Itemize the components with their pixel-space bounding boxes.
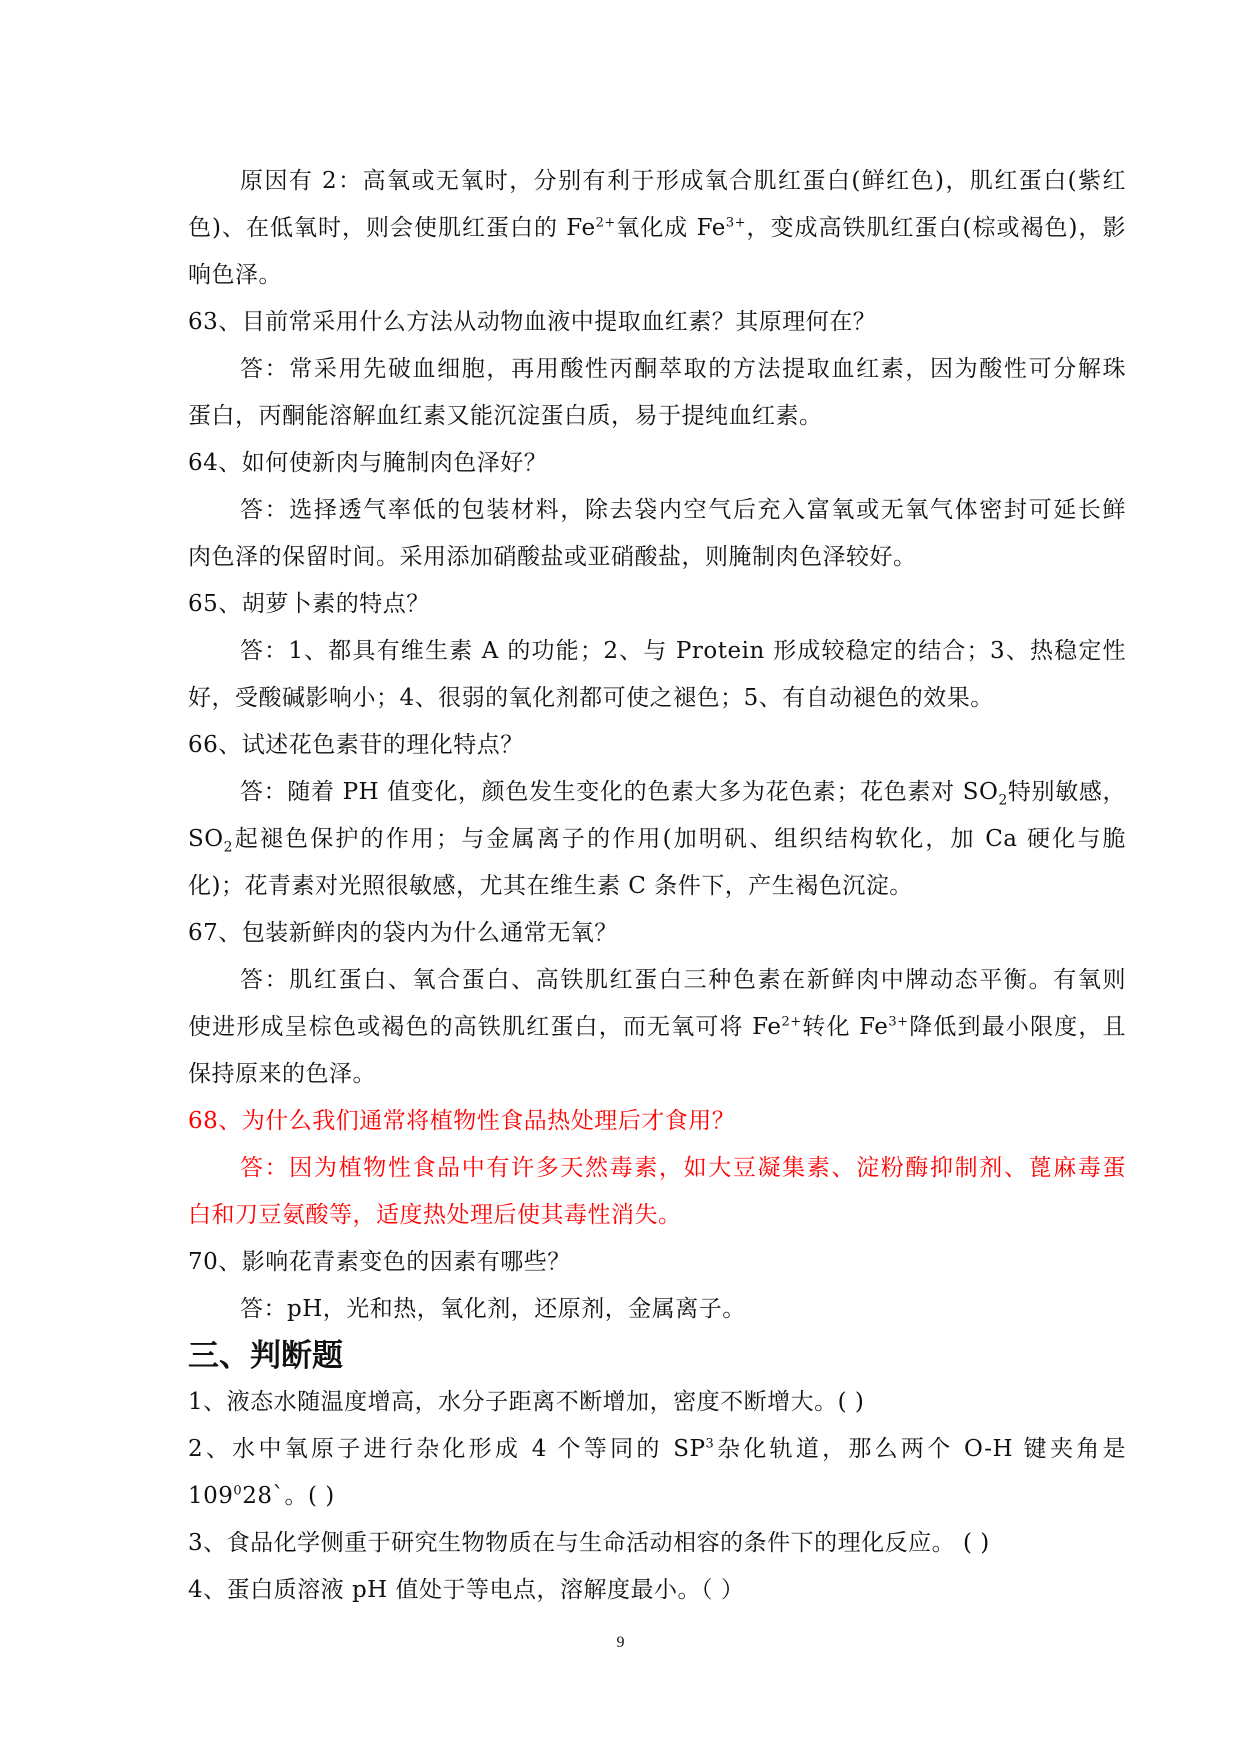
text-line: 保持原来的色泽。: [188, 1061, 376, 1087]
true-false-item-4: 4、蛋白质溶液 pH 值处于等电点，溶解度最小。（ ）: [188, 1577, 745, 1603]
answer-64: 答：选择透气率低的包装材料，除去袋内空气后充入富氧或无氧气体密封可延长鲜: [240, 497, 1126, 523]
question-68: 68、为什么我们通常将植物性食品热处理后才食用？: [188, 1108, 736, 1134]
question-64: 64、如何使新肉与腌制肉色泽好？: [188, 450, 548, 476]
text-line: 白和刀豆氨酸等，适度热处理后使其毒性消失。: [188, 1202, 682, 1228]
answer-67: 答：肌红蛋白、氧合蛋白、高铁肌红蛋白三种色素在新鲜肉中牌动态平衡。有氧则: [240, 967, 1126, 993]
text-line: 使进形成呈棕色或褐色的高铁肌红蛋白，而无氧可将 $Fe^{2+}$转化 $Fe^{3+}$降低到最小限度，且: [188, 1014, 1127, 1040]
question-65: 65、胡萝卜素的特点？: [188, 591, 430, 617]
text-line: 色)、在低氧时，则会使肌红蛋白的 $Fe^{2+}$氧化成 $Fe^{3+}$，变成高铁肌红蛋白(棕或褐色)，影: [188, 215, 1126, 241]
text-line: 化)；花青素对光照很敏感，尤其在维生素 C 条件下，产生褐色沉淀。: [188, 873, 913, 899]
text-line: 蛋白，丙酮能溶解血红素又能沉淀蛋白质，易于提纯血红素。: [188, 403, 823, 429]
question-66: 66、试述花色素苷的理化特点？: [188, 732, 524, 758]
answer-65: 答：1、都具有维生素 A 的功能；2、与 Protein 形成较稳定的结合；3、热稳定性: [240, 638, 1126, 664]
question-63: 63、目前常采用什么方法从动物血液中提取血红素？其原理何在？: [188, 309, 877, 335]
answer-66: 答：随着 PH 值变化，颜色发生变化的色素大多为花色素；花色素对 $SO_2$特别敏感，: [240, 779, 1126, 809]
question-70: 70、影响花青素变色的因素有哪些？: [188, 1249, 571, 1275]
text-line: $109^028`$。( ): [188, 1483, 335, 1509]
true-false-item-2: 2、水中氧原子进行杂化形成 4 个等同的 $SP^3$杂化轨道，那么两个 O-H 键夹角是: [188, 1436, 1126, 1462]
text-line: 原因有 2：高氧或无氧时，分别有利于形成氧合肌红蛋白(鲜红色)，肌红蛋白(紫红: [240, 168, 1126, 194]
answer-70: 答：pH，光和热，氧化剂，还原剂，金属离子。: [240, 1296, 746, 1322]
true-false-item-1: 1、液态水随温度增高，水分子距离不断增加，密度不断增大。( ): [188, 1389, 865, 1415]
answer-63: 答：常采用先破血细胞，再用酸性丙酮萃取的方法提取血红素，因为酸性可分解珠: [240, 356, 1126, 382]
text-line: 好，受酸碱影响小；4、很弱的氧化剂都可使之褪色；5、有自动褪色的效果。: [188, 685, 994, 711]
answer-68: 答：因为植物性食品中有许多天然毒素，如大豆凝集素、淀粉酶抑制剂、蓖麻毒蛋: [240, 1155, 1126, 1181]
text-line: 肉色泽的保留时间。采用添加硝酸盐或亚硝酸盐，则腌制肉色泽较好。: [188, 544, 917, 570]
page-number: 9: [616, 1634, 625, 1651]
text-line: $SO_2$起褪色保护的作用；与金属离子的作用(加明矾、组织结构软化，加 Ca 硬化与脆: [188, 826, 1126, 856]
question-67: 67、包装新鲜肉的袋内为什么通常无氧？: [188, 920, 618, 946]
text-line: 响色泽。: [188, 262, 282, 288]
true-false-item-3: 3、食品化学侧重于研究生物物质在与生命活动相容的条件下的理化反应。 ( ): [188, 1530, 990, 1556]
section-heading: 三、判断题: [188, 1338, 343, 1374]
page-content: [188, 158, 1126, 1614]
